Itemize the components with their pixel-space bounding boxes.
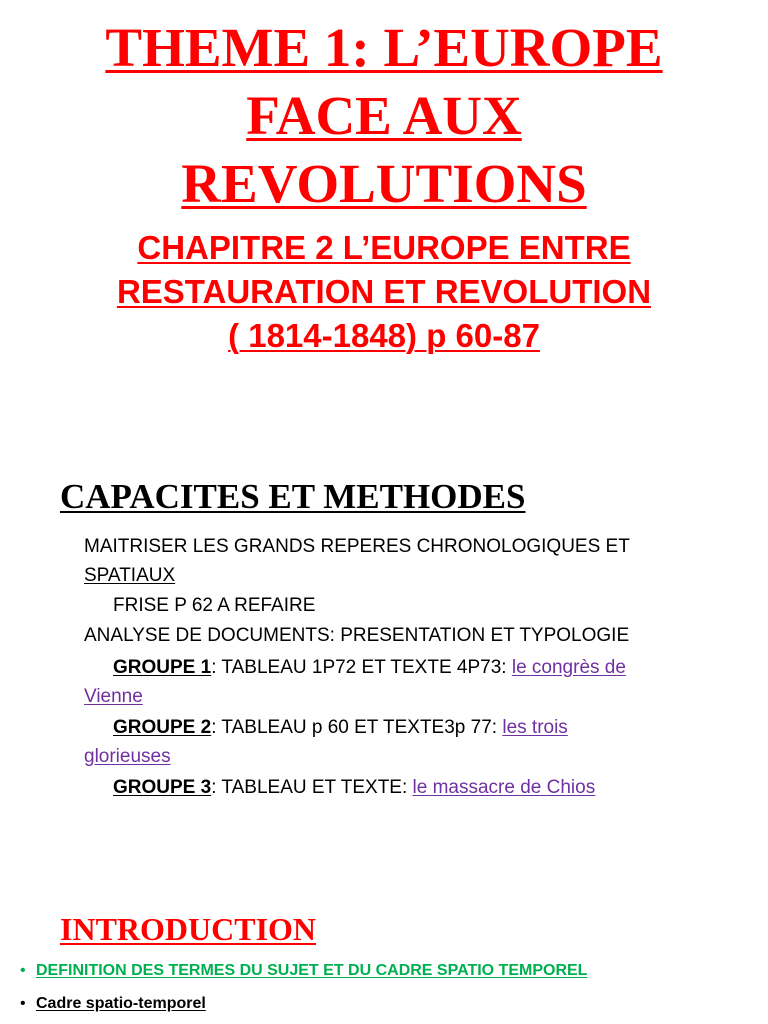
chapter-title-line: ( 1814-1848) p 60-87 [228, 317, 540, 354]
item-analyse: ANALYSE DE DOCUMENTS: PRESENTATION ET TYPOLOGIE [84, 625, 630, 646]
bullet-text: Cadre spatio-temporel [36, 995, 206, 1012]
link-congres-de-vienne[interactable]: le congrès de [511, 657, 626, 678]
groupe-label: GROUPE 3 [113, 777, 212, 798]
list-item [20, 992, 206, 1016]
link-congres-de-vienne[interactable]: Vienne [84, 686, 143, 707]
list-item [20, 959, 587, 983]
bullet-icon: • [20, 962, 26, 979]
theme-title-line: REVOLUTIONS [181, 153, 587, 214]
link-massacre-de-chios[interactable]: le massacre de Chios [412, 777, 596, 798]
theme-title [20, 14, 748, 218]
groupe-text: : TABLEAU p 60 ET TEXTE3p 77: [211, 717, 503, 738]
item-reperes-line: MAITRISER LES GRANDS REPERES CHRONOLOGIQUES ET [84, 536, 630, 557]
item-reperes-line: SPATIAUX [84, 565, 176, 586]
capacites-heading: CAPACITES ET METHODES [60, 477, 526, 516]
link-trois-glorieuses[interactable]: glorieuses [84, 746, 171, 767]
chapter-title-line: RESTAURATION ET REVOLUTION [116, 273, 652, 310]
groupe-1 [84, 653, 724, 711]
introduction-heading: INTRODUCTION [60, 911, 317, 947]
chapter-title [20, 226, 748, 358]
groupe-label: GROUPE 2 [113, 717, 212, 738]
chapter-title-line: CHAPITRE 2 L’EUROPE ENTRE [137, 229, 631, 266]
groupe-3 [84, 773, 724, 802]
groupe-text: : TABLEAU ET TEXTE: [211, 777, 413, 798]
link-trois-glorieuses[interactable]: les trois [502, 717, 568, 738]
groupe-2 [84, 713, 724, 771]
theme-title-line: FACE AUX [246, 85, 522, 146]
groupe-text: : TABLEAU 1P72 ET TEXTE 4P73: [211, 657, 512, 678]
item-reperes [84, 532, 724, 590]
theme-title-line: THEME 1: L’EUROPE [105, 17, 663, 78]
item-frise: FRISE P 62 A REFAIRE [113, 595, 316, 616]
bullet-icon: • [20, 995, 26, 1012]
bullet-text: DEFINITION DES TERMES DU SUJET ET DU CADRE SPATIO TEMPOREL [36, 962, 588, 979]
groupe-label: GROUPE 1 [113, 657, 212, 678]
